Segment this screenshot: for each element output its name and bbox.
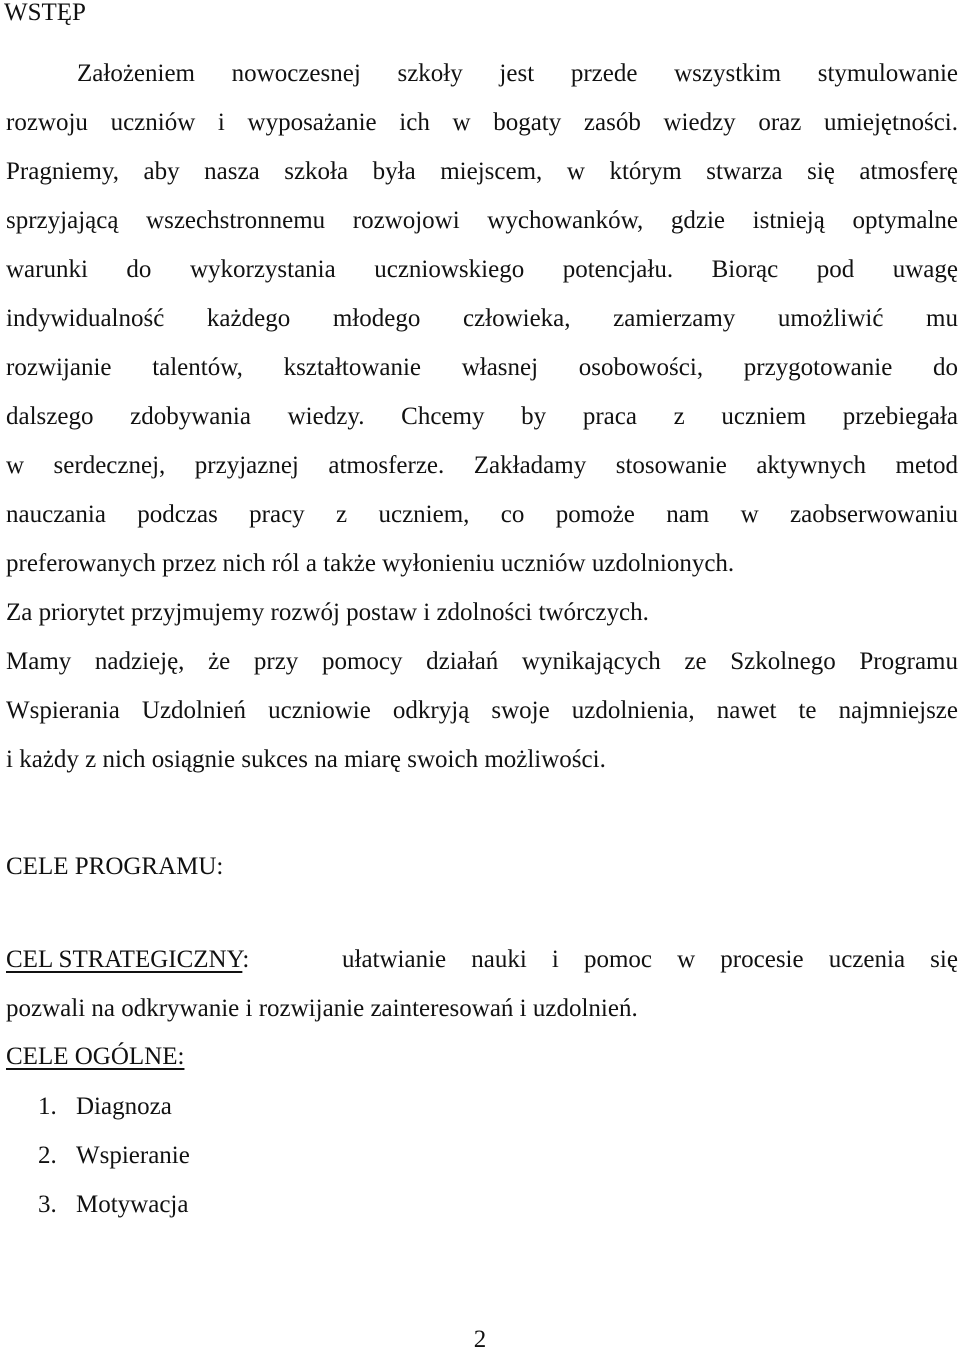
intro-line: Za priorytet przyjmujemy rozwój postaw i zdolności twórczych. (6, 599, 649, 626)
list-item (38, 1131, 190, 1180)
list-item-number: 1. (38, 1093, 57, 1120)
strategic-goal-word: uczenia (828, 946, 906, 973)
intro-line: Pragniemy, aby nasza szkoła była miejscem, w którym stwarza się atmosferę (6, 158, 958, 185)
program-goals-heading: CELE PROGRAMU: (6, 853, 224, 880)
intro-line: rozwoju uczniów i wyposażanie ich w bogaty zasób wiedzy oraz umiejętności. (6, 109, 958, 136)
strategic-goal-word: pomoc (583, 946, 653, 973)
strategic-goal-word: i (551, 946, 559, 973)
intro-line: w serdecznej, przyjaznej atmosferze. Zakładamy stosowanie aktywnych metod (6, 452, 958, 479)
intro-heading: WSTĘP (4, 0, 86, 26)
list-item-label: Motywacja (76, 1191, 189, 1218)
list-item (38, 1180, 190, 1229)
strategic-goal-word: ułatwianie (342, 946, 447, 973)
strategic-goal-word: w (677, 946, 696, 973)
strategic-goal (6, 935, 958, 1033)
intro-line: Wspierania Uzdolnień uczniowie odkryją swoje uzdolnienia, nawet te najmniejsze (6, 697, 958, 724)
intro-paragraph (6, 49, 958, 784)
general-goals-heading: CELE OGÓLNE: (6, 1043, 185, 1070)
strategic-goal-label: CEL STRATEGICZNY (6, 946, 243, 973)
intro-line: indywidualność każdego młodego człowieka, zamierzamy umożliwić mu (6, 305, 958, 332)
strategic-goal-word: się (930, 946, 958, 973)
list-item-number: 2. (38, 1142, 57, 1169)
strategic-goal-word: procesie (720, 946, 804, 973)
list-item-label: Diagnoza (76, 1093, 172, 1120)
strategic-goal-colon: : (242, 946, 250, 973)
intro-line: dalszego zdobywania wiedzy. Chcemy by praca z uczniem przebiegała (6, 403, 958, 430)
list-item-label: Wspieranie (76, 1142, 190, 1169)
page-number: 2 (473, 1326, 487, 1353)
strategic-goal-continuation: pozwali na odkrywanie i rozwijanie zainteresowań i uzdolnień. (6, 995, 638, 1022)
strategic-goal-label-group (6, 935, 249, 984)
strategic-goal-first-line (6, 935, 958, 984)
intro-line: warunki do wykorzystania uczniowskiego potencjału. Biorąc pod uwagę (6, 256, 958, 283)
intro-line: nauczania podczas pracy z uczniem, co pomoże nam w zaobserwowaniu (6, 501, 958, 528)
intro-line: Mamy nadzieję, że przy pomocy działań wynikających ze Szkolnego Programu (6, 648, 958, 675)
list-item (38, 1082, 190, 1131)
intro-line: rozwijanie talentów, kształtowanie własnej osobowości, przygotowanie do (6, 354, 958, 381)
intro-line: i każdy z nich osiągnie sukces na miarę swoich możliwości. (6, 746, 606, 773)
list-item-number: 3. (38, 1191, 57, 1218)
strategic-goal-text (342, 935, 958, 984)
strategic-goal-word: nauki (471, 946, 527, 973)
intro-line: preferowanych przez nich ról a także wyłonieniu uczniów uzdolnionych. (6, 550, 735, 577)
general-goals-list (38, 1082, 190, 1229)
intro-line: sprzyjającą wszechstronnemu rozwojowi wychowanków, gdzie istnieją optymalne (6, 207, 958, 234)
intro-line: Założeniem nowoczesnej szkoły jest przede wszystkim stymulowanie (77, 60, 958, 87)
